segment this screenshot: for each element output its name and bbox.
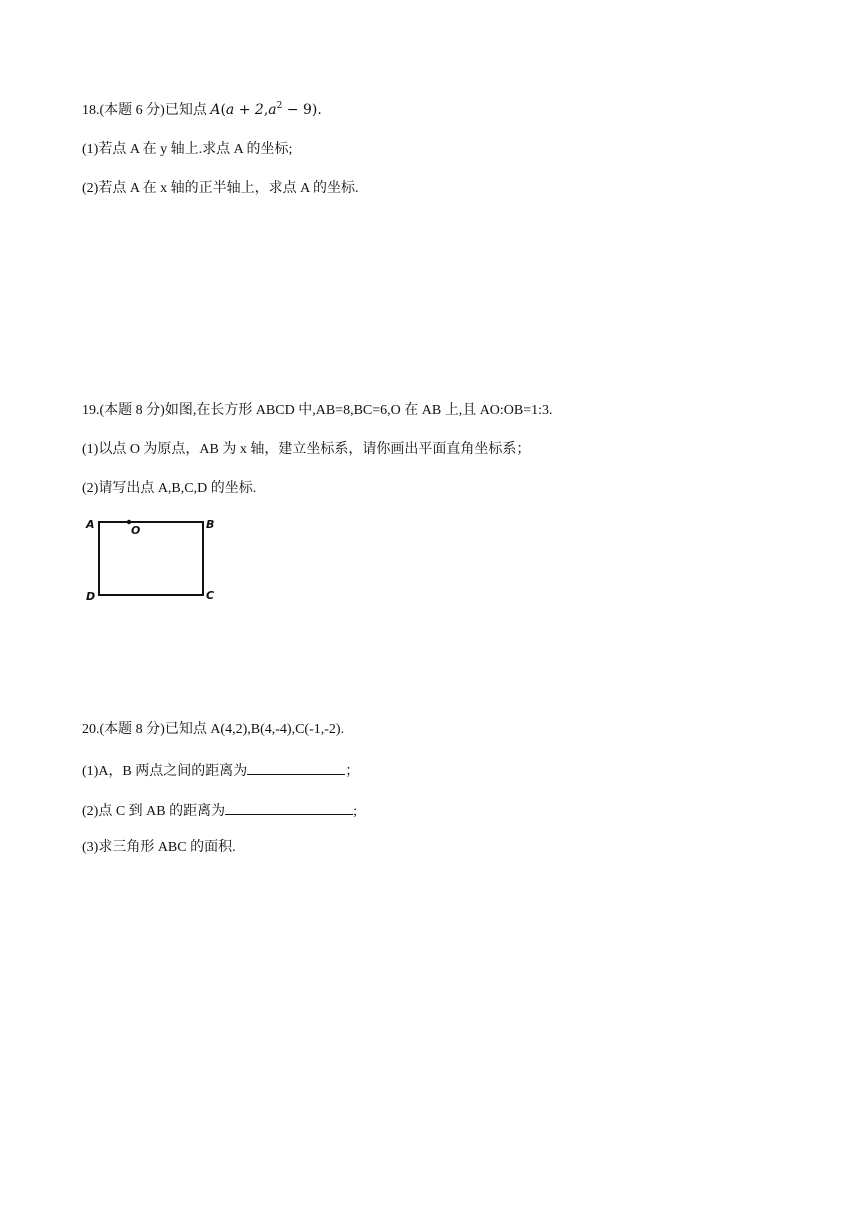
label-o: O xyxy=(131,524,141,537)
q18-coord-close: ). xyxy=(311,102,322,118)
q18-point-expression xyxy=(210,102,322,118)
label-d: D xyxy=(86,590,96,603)
q19-heading: 19.(本题 8 分)如图,在长方形 ABCD 中,AB=8,BC=6,O 在 AB 上,且 AO:OB=1:3. xyxy=(82,403,553,418)
label-a: A xyxy=(86,518,95,531)
q18-point-name: A xyxy=(210,102,221,118)
q20-part3: (3)求三角形 ABC 的面积. xyxy=(82,840,236,855)
q19-part2: (2)请写出点 A,B,C,D 的坐标. xyxy=(82,481,257,496)
q20-part1-answer-blank[interactable] xyxy=(247,759,345,775)
rectangle-abcd xyxy=(99,522,203,595)
q18-coord-y-base: a xyxy=(268,102,277,118)
q18-heading-text: 18.(本题 6 分)已知点 xyxy=(82,103,211,118)
label-b: B xyxy=(206,518,215,531)
q18-coord-open: ( xyxy=(220,102,226,118)
q20-part2 xyxy=(82,799,357,822)
q20-part1-suffix: ； xyxy=(345,764,360,779)
q19-part1: (1)以点 O 为原点，AB 为 x 轴，建立坐标系，请你画出平面直角坐标系； xyxy=(82,442,531,457)
q18-coord-y-rest: − 9 xyxy=(282,102,312,118)
q18-coord-y-exp: 2 xyxy=(276,101,283,111)
q20-part1-text: (1)A，B 两点之间的距离为 xyxy=(82,764,248,779)
q20-part2-answer-blank[interactable] xyxy=(225,799,353,815)
q20-heading: 20.(本题 8 分)已知点 A(4,2),B(4,-4),C(-1,-2). xyxy=(82,722,345,737)
label-c: C xyxy=(206,589,215,602)
q20-part2-text: (2)点 C 到 AB 的距离为 xyxy=(82,804,226,819)
q18-coord-sep: , xyxy=(263,102,269,118)
q20-part2-suffix: ; xyxy=(353,804,358,819)
rectangle-abcd-figure xyxy=(82,512,232,612)
q20-part1 xyxy=(82,759,359,782)
q18-part1: (1)若点 A 在 y 轴上.求点 A 的坐标; xyxy=(82,142,293,157)
q18-heading xyxy=(82,100,322,121)
q18-part2: (2)若点 A 在 x 轴的正半轴上，求点 A 的坐标. xyxy=(82,181,359,196)
q18-coord-x: a + 2 xyxy=(225,102,264,118)
